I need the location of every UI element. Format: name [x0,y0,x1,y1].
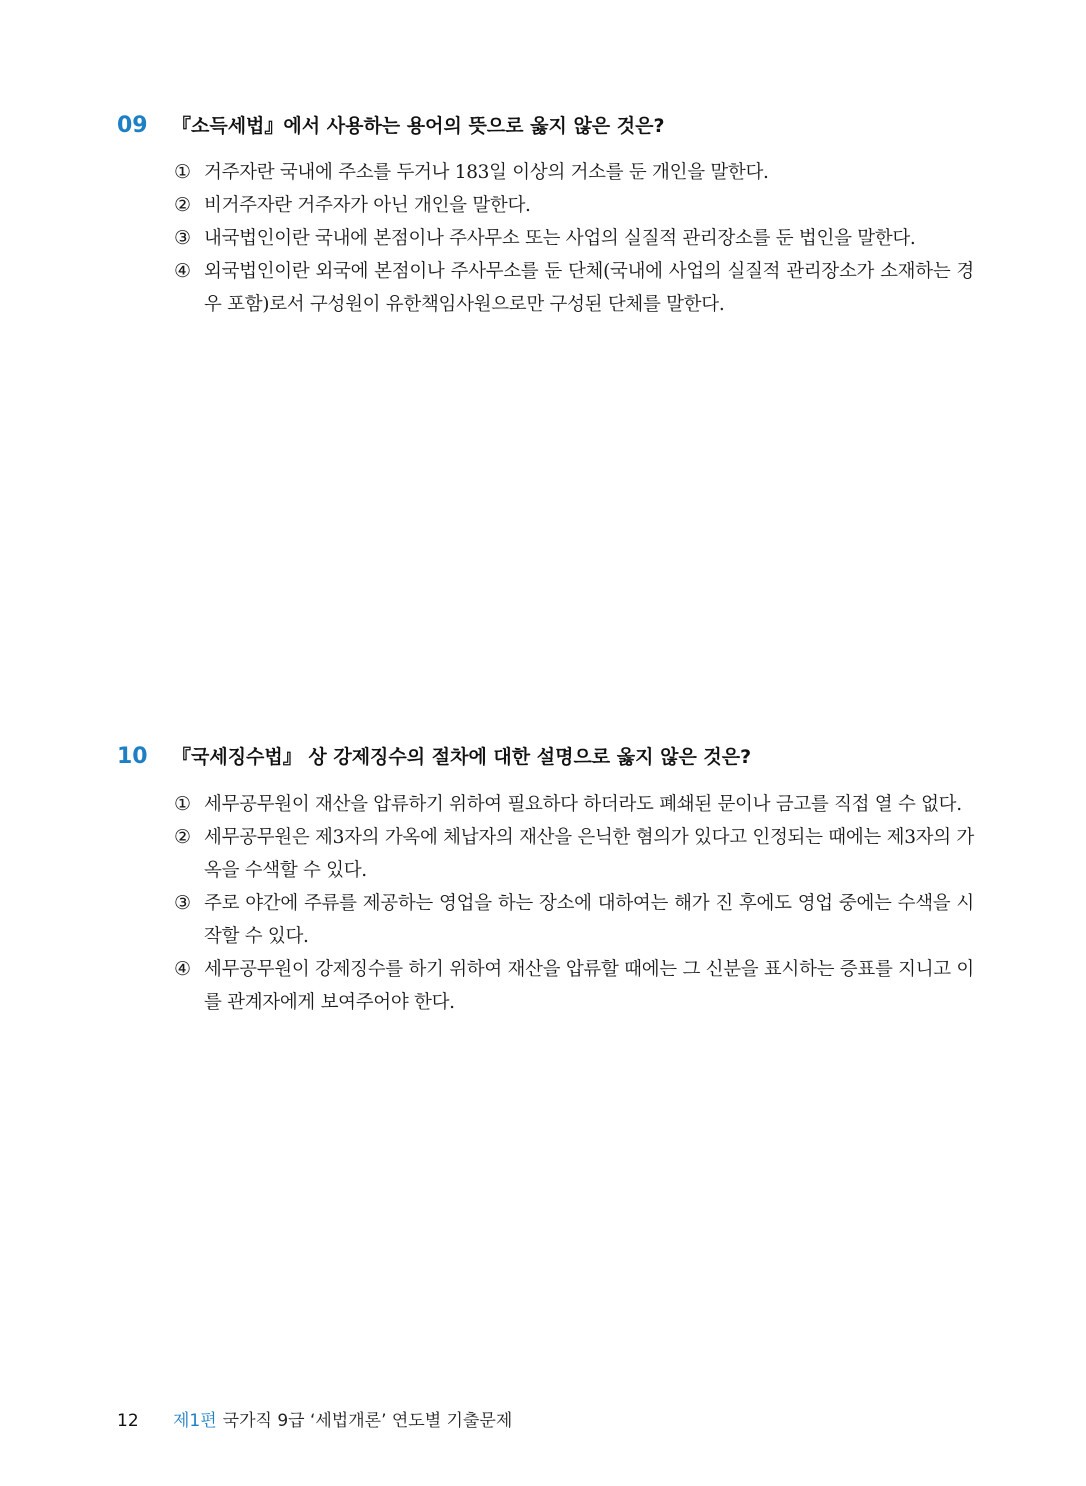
option-marker: ① [174,793,191,815]
page-footer [117,1406,512,1436]
option-text: 비거주자란 거주자가 아닌 개인을 말한다. [204,195,531,216]
question-header [0,111,1086,145]
answer-option-1[interactable] [174,156,974,189]
part-label: 제1편 [173,1411,217,1431]
option-marker: ③ [174,892,191,914]
option-text: 거주자란 국내에 주소를 두거나 183일 이상의 거소를 둔 개인을 말한다. [204,162,769,183]
option-text: 외국법인이란 외국에 본점이나 주사무소를 둔 단체(국내에 사업의 실질적 관리장소가 소재하는 경우 포함)로서 구성원이 유한책임사원으로만 구성된 단체를 말한다. [204,261,974,315]
option-marker: ① [174,161,191,183]
answer-options [174,156,974,321]
option-marker: ② [174,826,191,848]
option-text: 세무공무원이 강제징수를 하기 위하여 재산을 압류할 때에는 그 신분을 표시하는 증표를 지니고 이를 관계자에게 보여주어야 한다. [204,959,974,1013]
option-text: 세무공무원은 제3자의 가옥에 체납자의 재산을 은닉한 혐의가 있다고 인정되는 때에는 제3자의 가옥을 수색할 수 있다. [204,827,974,881]
option-marker: ③ [174,227,191,249]
question-title: 『국세징수법』 상 강제징수의 절차에 대한 설명으로 옳지 않은 것은? [172,746,752,768]
answer-option-4[interactable] [174,255,974,321]
option-text: 내국법인이란 국내에 본점이나 주사무소 또는 사업의 실질적 관리장소를 둔 법인을 말한다. [204,228,916,249]
option-marker: ② [174,194,191,216]
page-number: 12 [117,1411,139,1431]
option-text: 주로 야간에 주류를 제공하는 영업을 하는 장소에 대하여는 해가 진 후에도 영업 중에는 수색을 시작할 수 있다. [204,893,974,947]
answer-option-3[interactable] [174,222,974,255]
question-number: 10 [117,744,148,769]
answer-option-3[interactable] [174,887,974,953]
answer-option-4[interactable] [174,953,974,1019]
option-text: 세무공무원이 재산을 압류하기 위하여 필요하다 하더라도 폐쇄된 문이나 금고를 직접 열 수 없다. [204,794,962,815]
question-number: 09 [117,113,148,138]
question-title: 『소득세법』에서 사용하는 용어의 뜻으로 옳지 않은 것은? [172,115,665,137]
book-title: 국가직 9급 ‘세법개론’ 연도별 기출문제 [222,1411,513,1431]
answer-option-1[interactable] [174,788,974,821]
option-marker: ④ [174,260,191,282]
answer-options [174,788,974,1019]
answer-option-2[interactable] [174,821,974,887]
answer-option-2[interactable] [174,189,974,222]
option-marker: ④ [174,958,191,980]
question-header [0,742,1086,776]
